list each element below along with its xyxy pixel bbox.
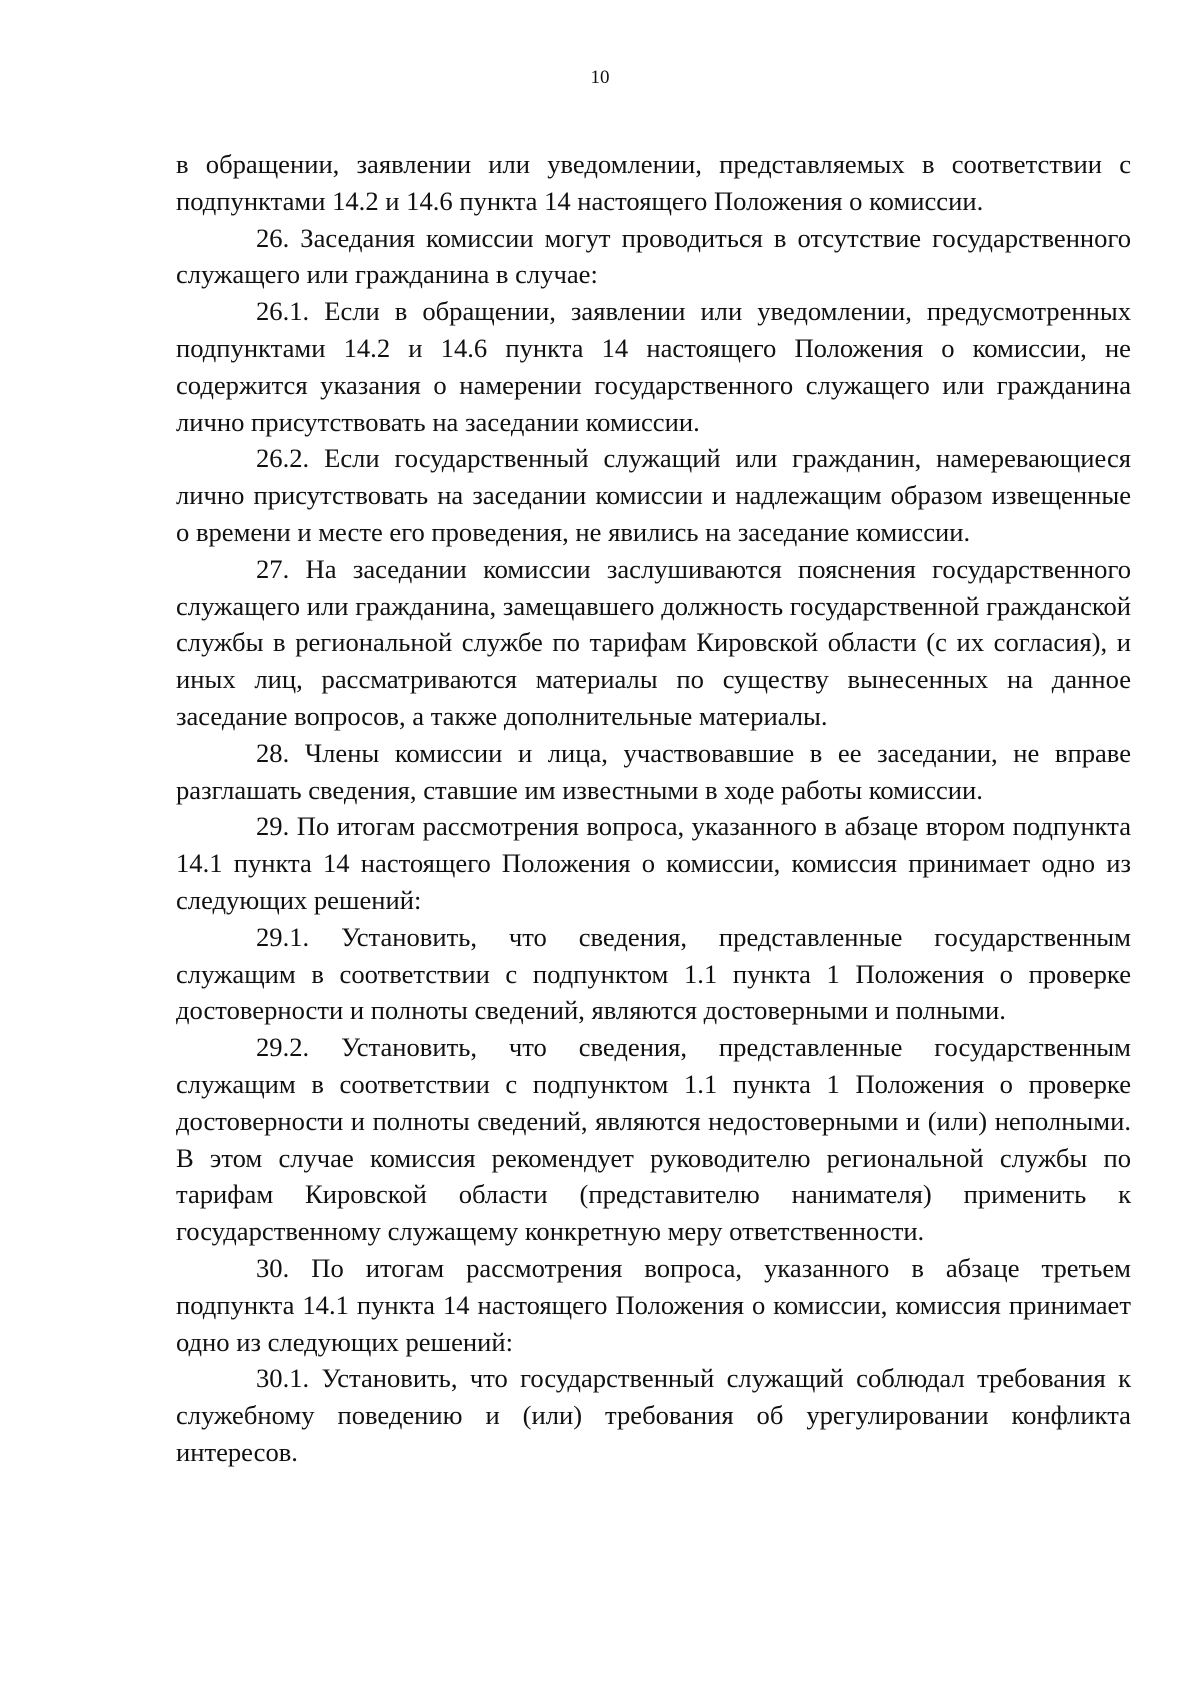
paragraph-30-1: 30.1. Установить, что государственный служащий соблюдал требования к служебному поведению и (или) требования об урегулировании конфликта интересов.: [176, 1363, 1131, 1467]
paragraph-28: 28. Члены комиссии и лица, участвовавшие в ее заседании, не вправе разглашать сведения, ставшие им известными в ходе работы комиссии.: [176, 737, 1131, 805]
paragraph-27: 27. На заседании комиссии заслушиваются пояснения государственного служащего или гражданина, замещавшего должность государственной гражданской службы в региональной службе по тарифам Кировской области (с их согласия), и иных лиц, рассматриваются материалы по существу вынесенных на данное заседание вопросов, а также дополнительные материалы.: [176, 553, 1131, 731]
paragraph-26-2: 26.2. Если государственный служащий или гражданин, намеревающиеся лично присутствовать на заседании комиссии и надлежащим образом извещенные о времени и месте его проведения, не явились на заседание комиссии.: [176, 443, 1131, 547]
paragraph-30: 30. По итогам рассмотрения вопроса, указанного в абзаце третьем подпункта 14.1 пункта 14 настоящего Положения о комиссии, комиссия принимает одно из следующих решений:: [176, 1252, 1131, 1357]
paragraph-26-1: 26.1. Если в обращении, заявлении или уведомлении, предусмотренных подпунктами 14.2 и 14.6 пункта 14 настоящего Положения о комиссии, не содержится указания о намерении государственного служащего или гражданина лично присутствовать на заседании комиссии.: [176, 296, 1131, 437]
paragraph-29-1: 29.1. Установить, что сведения, представленные государственным служащим в соответствии с подпунктом 1.1 пункта 1 Положения о проверке достоверности и полноты сведений, являются достоверными и полными.: [176, 921, 1131, 1026]
paragraph-continuation: в обращении, заявлении или уведомлении, представляемых в соответствии с подпунктами 14.2 и 14.6 пункта 14 настоящего Положения о комиссии.: [176, 149, 1131, 216]
paragraph-29: 29. По итогам рассмотрения вопроса, указанного в абзаце втором подпункта 14.1 пункта 14 настоящего Положения о комиссии, комиссия принимает одно из следующих решений:: [176, 811, 1131, 915]
page-number: 10: [590, 67, 610, 88]
paragraph-29-2: 29.2. Установить, что сведения, представленные государственным служащим в соответствии с подпунктом 1.1 пункта 1 Положения о проверке достоверности и полноты сведений, являются недостоверными и (или) неполными. В этом случае комиссия рекомендует руководителю региональной службы по тарифам Кировской области (представителю нанимателя) применить к государственному служащему конкретную меру ответственности.: [176, 1032, 1131, 1247]
paragraph-26: 26. Заседания комиссии могут проводиться в отсутствие государственного служащего или гражданина в случае:: [176, 222, 1131, 290]
document-body: [176, 146, 1131, 1471]
